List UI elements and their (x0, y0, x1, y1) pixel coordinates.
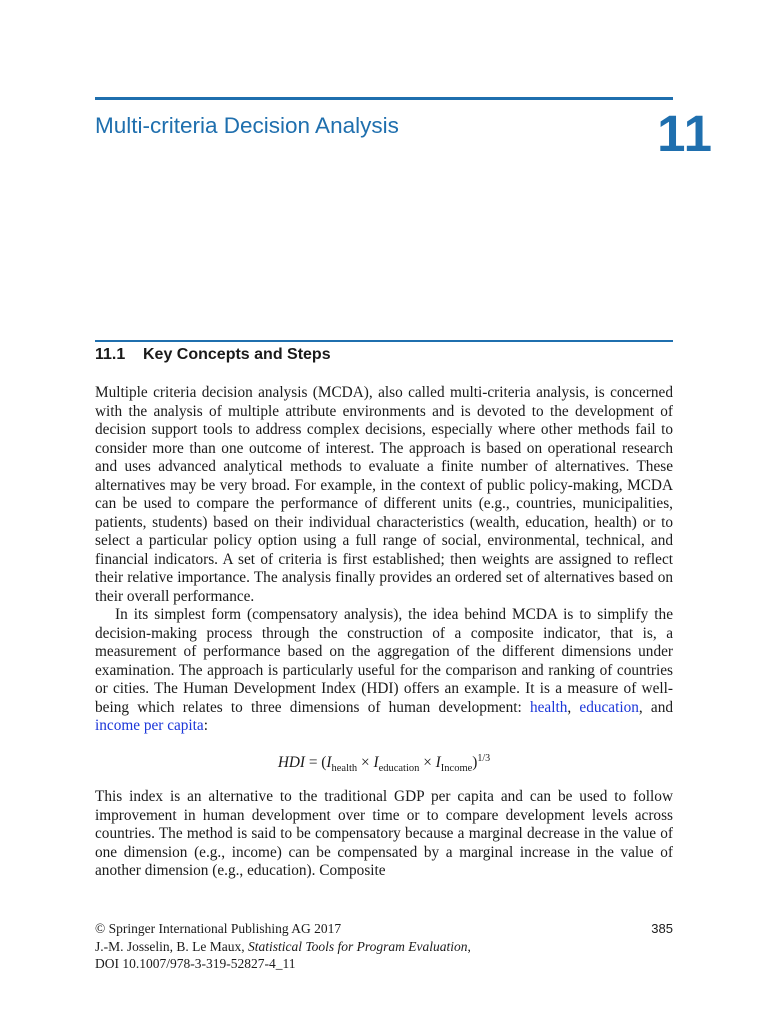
section-rule (95, 340, 673, 342)
formula-close: ) (472, 753, 478, 771)
section-heading (95, 346, 331, 364)
link-education[interactable]: education (579, 698, 639, 716)
footer-citation: J.-M. Josselin, B. Le Maux, Statistical Tools for Program Evaluation, (95, 938, 471, 954)
section-title: Key Concepts and Steps (143, 346, 331, 363)
link-income[interactable]: income per capita (95, 717, 204, 734)
footer-copyright: © Springer International Publishing AG 2017 (95, 921, 342, 936)
paragraph-1: Multiple criteria decision analysis (MCDA), also called multi-criteria analysis, is concerned with the analysis of multiple attribute environments and is devoted to the development of decision support tools to address complex decisions, especially where other methods fail to consider more than one outcome of interest. The approach is based on operational research and uses advanced analytical methods to evaluate a finite number of alternatives. These alternatives may be very broad. For example, in the context of public policy-making, MCDA can be used to compare the performance of different units (e.g., countries, municipalities, patients, students) based on their individual characteristics (wealth, education, health) or to select a particular policy option using a full range of social, environmental, technical, and financial indicators. A set of criteria is first established; then weights are assigned to reflect their relative importance. The analysis finally provides an ordered set of alternatives based on their overall performance. (95, 384, 673, 605)
chapter-title: Multi-criteria Decision Analysis (95, 113, 399, 138)
formula-times-2: × (419, 753, 436, 771)
page-number: 385 (651, 921, 673, 936)
footer-doi: DOI 10.1007/978-3-319-52827-4_11 (95, 956, 296, 971)
formula-i3: I (435, 753, 441, 771)
paragraph-2: In its simplest form (compensatory analysis), the idea behind MCDA is to simplify the decision-making process through the construction of a composite indicator, that is, a measurement of performance based on the aggregation of the different dimensions under examination. The approach is particularly useful for the comparison and ranking of countries or cities. The Human Development Index (HDI) offers an example. It is a measure of well-being which relates to three dimensions of human development: health, education, and income per capita: (95, 606, 673, 734)
formula-exponent: 1/3 (477, 752, 491, 764)
formula-eq: = ( (305, 753, 327, 771)
footer-authors: J.-M. Josselin, B. Le Maux, (95, 938, 248, 954)
formula-lhs: HDI (277, 753, 306, 771)
body-text (95, 384, 673, 881)
hdi-formula (95, 750, 673, 779)
formula-i1: I (326, 753, 332, 771)
paragraph-3: This index is an alternative to the traditional GDP per capita and can be used to follow improvement in human development over time or to compare development levels across countries. The method is said to be compensatory because a marginal decrease in the value of one dimension (e.g., income) can be compensated by a marginal increase in the value of another dimension (e.g., education). Composite (95, 788, 673, 880)
formula-times-1: × (357, 753, 374, 771)
chapter-top-rule (95, 97, 673, 100)
formula-sub-health: health (331, 762, 358, 774)
section-number: 11.1 (95, 346, 126, 363)
formula-sub-education: education (378, 762, 420, 774)
chapter-number: 11 (657, 105, 713, 162)
link-health[interactable]: health (529, 698, 568, 716)
page-footer (95, 920, 673, 973)
formula-sub-income: Income (440, 762, 473, 774)
footer-book-title: Statistical Tools for Program Evaluation (248, 938, 468, 954)
formula-i2: I (373, 753, 379, 771)
paragraph-2-text: In its simplest form (compensatory analysis), the idea behind MCDA is to simplify the decision-making process through the construction of a composite indicator, that is, a measurement of performance based on the aggregation of the different dimensions under examination. The approach is particularly useful for the comparison and ranking of countries or cities. The Human Development Index (HDI) offers an example. It is a measure of well-being which relates to three dimensions of human development: (95, 606, 673, 716)
